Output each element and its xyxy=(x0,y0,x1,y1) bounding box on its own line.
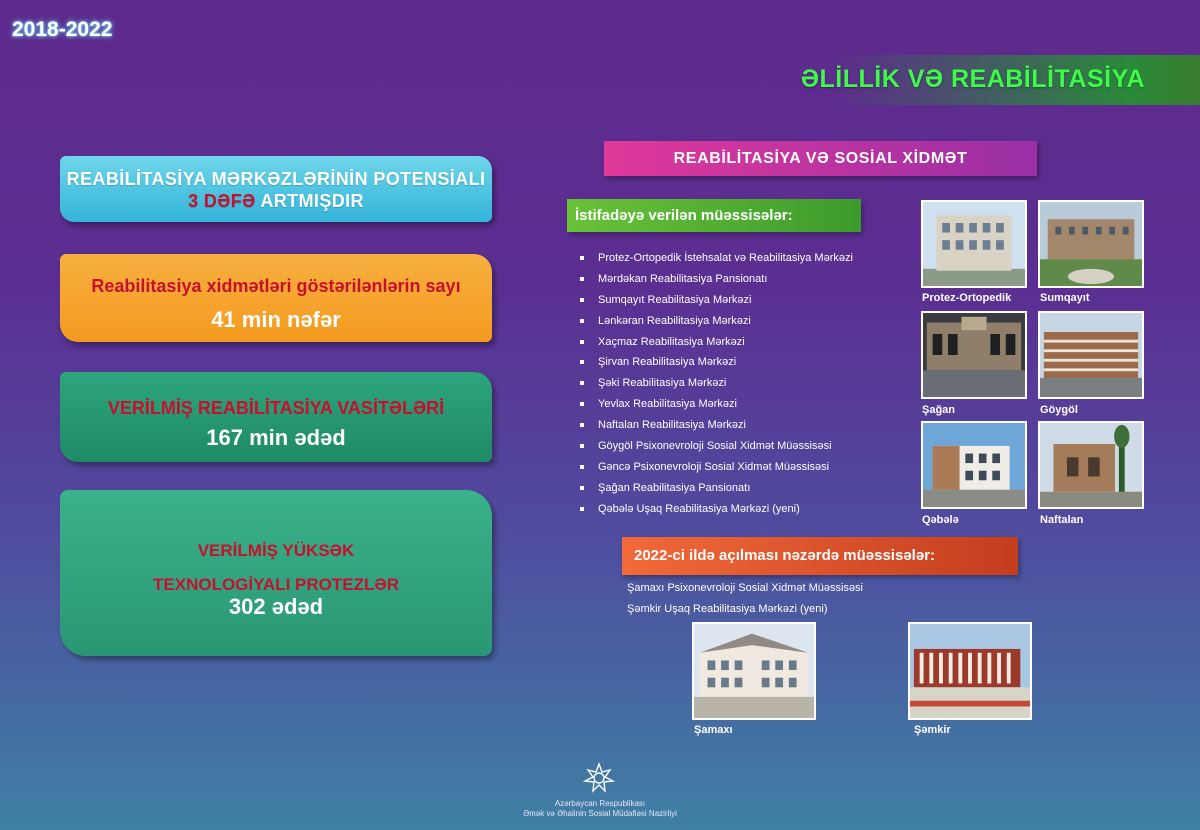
aids-label: VERİLMİŞ REABİLİTASİYA VASİTƏLƏRİ xyxy=(107,398,445,418)
list-item: Sumqayıt Reabilitasiya Mərkəzi xyxy=(580,292,853,313)
building-photo xyxy=(921,311,1027,399)
period-label: 2018-2022 xyxy=(12,18,113,41)
potential-text-before: REABİLİTASİYA MƏRKƏZLƏRİNİN POTENSİALI xyxy=(66,169,486,189)
potential-card xyxy=(60,156,492,222)
photo-caption: Naftalan xyxy=(1040,514,1084,526)
list-item: Qəbələ Uşaq Reabilitasiya Mərkəzi (yeni) xyxy=(580,501,853,522)
services-value: 41 min nəfər xyxy=(211,307,341,332)
building-photo xyxy=(921,421,1027,509)
prostheses-value: 302 ədəd xyxy=(228,594,324,619)
services-label: Reabilitasiya xidmətləri göstərilənlərin sayı xyxy=(91,276,461,296)
list-item: Şağan Reabilitasiya Pansionatı xyxy=(580,480,853,501)
building-photo xyxy=(1038,200,1144,288)
ministry-name-line2: Əmək və Əhalinin Sosial Müdafiəsi Nazirliyi xyxy=(523,809,677,818)
photo-caption: Qəbələ xyxy=(922,514,959,526)
list-item: Mərdəkan Reabilitasiya Pansionatı xyxy=(580,271,853,292)
list-item: Şəmkir Uşaq Reabilitasiya Mərkəzi (yeni) xyxy=(627,603,828,615)
potential-text-after: ARTMIŞDIR xyxy=(255,191,364,211)
photo-caption: Şağan xyxy=(922,404,956,416)
building-photo xyxy=(1038,311,1144,399)
building-photo xyxy=(921,200,1027,288)
list-item: Xaçmaz Reabilitasiya Mərkəzi xyxy=(580,334,853,355)
photo-caption: Şəmkir xyxy=(914,724,951,736)
potential-text xyxy=(60,168,492,212)
photo-caption: Şamaxı xyxy=(694,724,733,736)
planned-institutions-heading: 2022-ci ildə açılması nəzərdə müəssisələr: xyxy=(622,537,1018,575)
photo-caption: Göygöl xyxy=(1040,404,1078,416)
list-item: Şamaxı Psixonevroloji Sosial Xidmət Müəssisəsi xyxy=(627,582,863,594)
rehab-social-heading: REABİLİTASİYA VƏ SOSİAL XİDMƏT xyxy=(604,141,1037,176)
ministry-name-line1: Azərbaycan Respublikası xyxy=(554,799,646,808)
section-title: ƏLİLLİK VƏ REABİLİTASİYA xyxy=(800,65,1145,93)
list-item: Naftalan Reabilitasiya Mərkəzi xyxy=(580,417,853,438)
building-photo xyxy=(1038,421,1144,509)
building-photo xyxy=(692,622,816,720)
list-item: Göygöl Psixonevroloji Sosial Xidmət Müəssisəsi xyxy=(580,438,853,459)
aids-card xyxy=(60,372,492,462)
opened-institutions-heading: İstifadəyə verilən müəssisələr: xyxy=(567,199,861,232)
list-item: Protez-Ortopedik İstehsalat və Reabilitasiya Mərkəzi xyxy=(580,250,853,271)
institutions-list xyxy=(580,250,853,522)
list-item: Şəki Reabilitasiya Mərkəzi xyxy=(580,375,853,396)
aids-value: 167 min ədəd xyxy=(206,425,346,450)
potential-highlight: 3 DƏFƏ xyxy=(188,191,256,211)
list-item: Şirvan Reabilitasiya Mərkəzi xyxy=(580,354,853,375)
building-photo xyxy=(908,622,1032,720)
list-item: Gəncə Psixonevroloji Sosial Xidmət Müəssisəsi xyxy=(580,459,853,480)
prostheses-label: VERİLMİŞ YÜKSƏK TEXNOLOGİYALI PROTEZLƏR xyxy=(153,541,399,594)
section-title-banner xyxy=(740,55,1200,105)
planned-institutions-list xyxy=(627,580,863,622)
ministry-logo-icon xyxy=(583,762,615,794)
list-item: Lənkəran Reabilitasiya Mərkəzi xyxy=(580,313,853,334)
services-card xyxy=(60,254,492,342)
prostheses-card xyxy=(60,490,492,656)
photo-caption: Protez-Ortopedik xyxy=(922,292,1012,304)
photo-caption: Sumqayıt xyxy=(1040,292,1090,304)
list-item: Yevlax Reabilitasiya Mərkəzi xyxy=(580,396,853,417)
